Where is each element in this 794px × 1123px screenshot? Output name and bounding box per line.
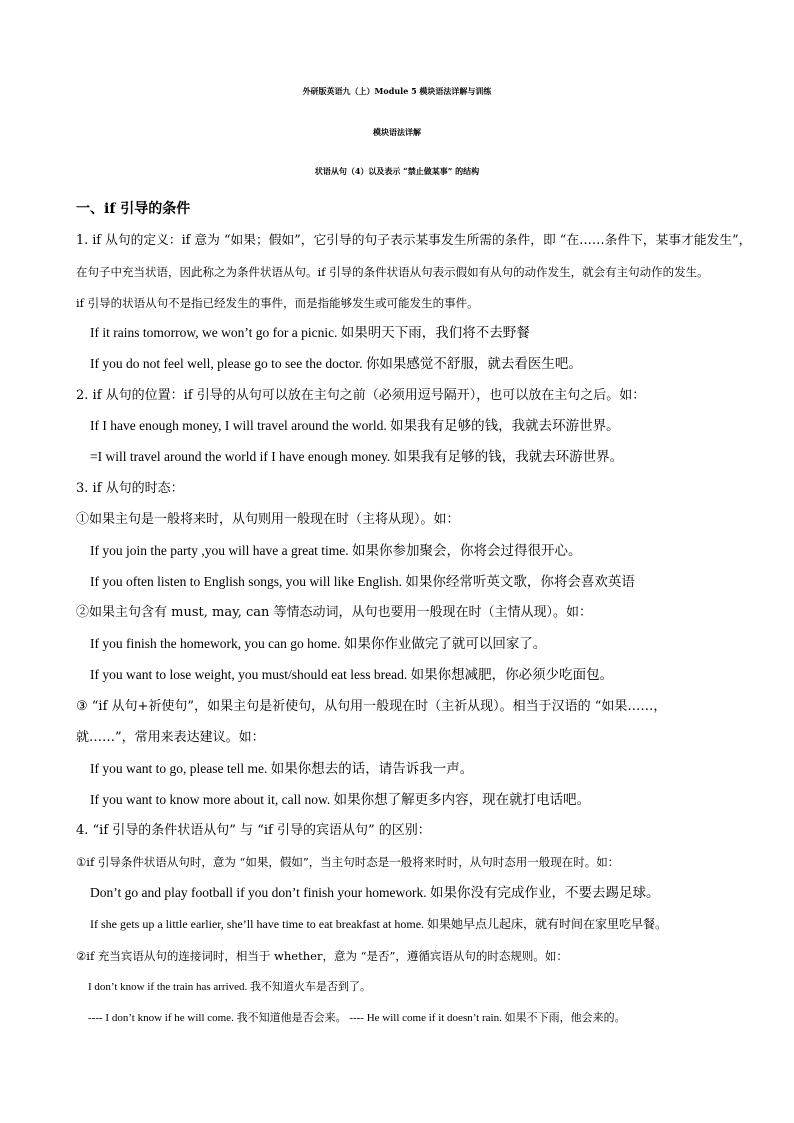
document-subtitle: 模块语法详解 bbox=[373, 127, 421, 137]
rule-item: 就……”，常用来表达建议。如： bbox=[76, 730, 265, 745]
example-sentence: Don’t go and play football if you don’t finish your homework. 如果你没有完成作业，不要去踢足球。 bbox=[90, 885, 660, 900]
paragraph-line: 在句子中充当状语，因此称之为条件状语从句。if 引导的条件状语从句表示假如有从句的动作发生，就会有主句动作的发生。 bbox=[76, 265, 709, 279]
paragraph-line: 2. if 从句的位置：if 引导的从句可以放在主句之前（必须用逗号隔开），也可以放在主句之后。如： bbox=[76, 388, 646, 403]
paragraph-line: 3. if 从句的时态： bbox=[76, 481, 184, 496]
example-sentence: If you want to know more about it, call now. 如果你想了解更多内容，现在就打电话吧。 bbox=[90, 792, 591, 807]
paragraph-line: 4. “if 引导的条件状语从句” 与 “if 引导的宾语从句” 的区别： bbox=[76, 823, 431, 838]
topic-title: 状语从句（4）以及表示 “禁止做某事” 的结构 bbox=[314, 166, 480, 176]
example-sentence: I don’t know if the train has arrived. 我不知道火车是否到了。 bbox=[88, 981, 372, 993]
example-sentence: If she gets up a little earlier, she’ll have time to eat breakfast at home. 如果她早点儿起床，就有时间在家里吃早餐。 bbox=[90, 917, 668, 931]
example-sentence: If you join the party ,you will have a great time. 如果你参加聚会，你将会过得很开心。 bbox=[90, 543, 582, 558]
example-sentence: If you want to go, please tell me. 如果你想去的话，请告诉我一声。 bbox=[90, 761, 474, 776]
paragraph-line: 1. if 从句的定义：if 意为 “如果；假如”，它引导的句子表示某事发生所需的条件，即 “在……条件下，某事才能发生”， bbox=[76, 233, 752, 248]
example-sentence: If you want to lose weight, you must/should eat less bread. 如果你想减肥，你必须少吃面包。 bbox=[90, 667, 614, 682]
example-sentence: If I have enough money, I will travel around the world. 如果我有足够的钱，我就去环游世界。 bbox=[90, 418, 620, 433]
rule-item: ②如果主句含有 must, may, can 等情态动词，从句也要用一般现在时（主情从现）。如： bbox=[76, 605, 592, 620]
section-heading: 一、if 引导的条件 bbox=[76, 201, 191, 217]
document-title: 外研版英语九（上）Module 5 模块语法详解与训练 bbox=[302, 86, 492, 96]
example-sentence: If you do not feel well, please go to see the doctor. 你如果感觉不舒服，就去看医生吧。 bbox=[90, 356, 582, 371]
example-sentence: =I will travel around the world if I have enough money. 如果我有足够的钱，我就去环游世界。 bbox=[90, 449, 624, 464]
rule-item: ①if 引导条件状语从句时，意为 “如果，假如”，当主句时态是一般将来时时，从句时态用一般现在时。如： bbox=[76, 855, 620, 869]
example-sentence: If you often listen to English songs, you will like English. 如果你经常听英文歌，你将会喜欢英语 bbox=[90, 574, 635, 589]
rule-item: ②if 充当宾语从句的连接词时，相当于 whether，意为 “是否”，遵循宾语从句的时态规则。如： bbox=[76, 949, 568, 963]
rule-item: ③ “if 从句+祈使句”，如果主句是祈使句，从句用一般现在时（主祈从现）。相当于汉语的 “如果……， bbox=[76, 699, 667, 714]
example-sentence: ---- I don’t know if he will come. 我不知道他是否会来。 ---- He will come if it doesn’t rain. 如果不下雨，他会来的。 bbox=[88, 1012, 626, 1024]
example-sentence: If you finish the homework, you can go home. 如果你作业做完了就可以回家了。 bbox=[90, 636, 547, 651]
rule-item: ①如果主句是一般将来时，从句则用一般现在时（主将从现）。如： bbox=[76, 512, 460, 527]
paragraph-line: if 引导的状语从句不是指已经发生的事件，而是指能够发生或可能发生的事件。 bbox=[76, 296, 479, 310]
example-sentence: If it rains tomorrow, we won’t go for a picnic. 如果明天下雨，我们将不去野餐 bbox=[90, 325, 530, 340]
